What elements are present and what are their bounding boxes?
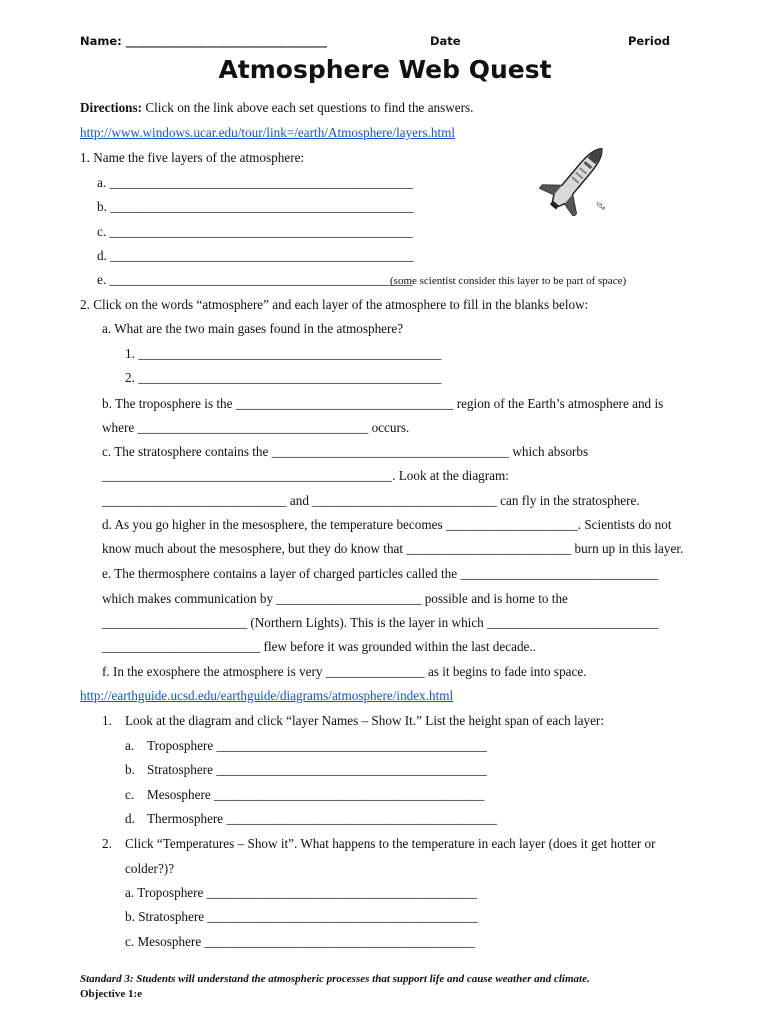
- objective-note: Objective 1:e: [80, 988, 142, 1000]
- q2-b-line2: where ___________________________________ occurs.: [102, 420, 410, 435]
- name-field-label: Name: ___________________________________: [80, 34, 328, 48]
- q1-e-note: (some scientist consider this layer to be part of space): [390, 275, 627, 287]
- p2-q2-text: Click “Temperatures – Show it”. What happens to the temperature in each layer (does it get hotter or: [125, 836, 656, 851]
- layers-link[interactable]: http://www.windows.ucar.edu/tour/link=/earth/Atmosphere/layers.html: [80, 125, 456, 140]
- q2-a2-answer[interactable]: 2. ______________________________________________: [125, 370, 442, 385]
- q2-text: 2. Click on the words “atmosphere” and each layer of the atmosphere to fill in the blanks below:: [80, 297, 589, 312]
- directions-label: Directions:: [80, 100, 143, 115]
- q2-c-line3: ____________________________ and ____________________________ can fly in the stratosphere.: [102, 493, 640, 508]
- q1-answer-e[interactable]: e. ______________________________________________: [97, 272, 413, 287]
- p2-thermosphere-answer[interactable]: Thermosphere _________________________________________: [147, 811, 497, 826]
- p2-temp-mesosphere[interactable]: c. Mesosphere _________________________________________: [125, 934, 475, 949]
- q2-a-text: a. What are the two main gases found in the atmosphere?: [102, 321, 404, 336]
- q2-c-line1: c. The stratosphere contains the ____________________________________ which absorbs: [102, 444, 589, 459]
- p2-c-letter: c.: [125, 787, 135, 802]
- q2-a1-answer[interactable]: 1. ______________________________________________: [125, 346, 442, 361]
- q2-e-line2: which makes communication by ______________________ possible and is home to the: [102, 591, 568, 606]
- q2-e-line3: ______________________ (Northern Lights). This is the layer in which __________________________: [102, 615, 659, 630]
- p2-a-letter: a.: [125, 738, 135, 753]
- p2-q1-number: 1.: [102, 713, 112, 728]
- p2-q2-number: 2.: [102, 836, 112, 851]
- p2-b-letter: b.: [125, 762, 135, 777]
- p2-troposphere-answer[interactable]: Troposphere _________________________________________: [147, 738, 487, 753]
- q1-answer-d[interactable]: d. ______________________________________________: [97, 248, 414, 263]
- period-label: Period: [628, 34, 670, 48]
- p2-q2-text-cont: colder?)?: [125, 861, 175, 876]
- p2-stratosphere-answer[interactable]: Stratosphere _________________________________________: [147, 762, 487, 777]
- p2-d-letter: d.: [125, 811, 135, 826]
- q2-f-line1: f. In the exosphere the atmosphere is very _______________ as it begins to fade into space.: [102, 664, 587, 679]
- p2-mesosphere-answer[interactable]: Mesosphere _________________________________________: [147, 787, 485, 802]
- standard-note: Standard 3: Students will understand the atmospheric processes that support life and cause weather and climate.: [80, 973, 590, 985]
- q1-text: 1. Name the five layers of the atmosphere:: [80, 150, 305, 165]
- directions: [80, 100, 473, 116]
- q1-answer-b[interactable]: b. ______________________________________________: [97, 199, 414, 214]
- q2-c-line2: ____________________________________________. Look at the diagram:: [102, 468, 509, 483]
- q1-answer-c[interactable]: c. ______________________________________________: [97, 224, 413, 239]
- p2-temp-stratosphere[interactable]: b. Stratosphere _________________________________________: [125, 909, 478, 924]
- q1-answer-a[interactable]: a. ______________________________________________: [97, 175, 413, 190]
- q2-d-line2: know much about the mesosphere, but they do know that _________________________ burn up in this layer.: [102, 541, 684, 556]
- p2-q1-text: Look at the diagram and click “layer Names – Show It.” List the height span of each layer:: [125, 713, 604, 728]
- page-title: Atmosphere Web Quest: [218, 55, 552, 84]
- earthguide-link[interactable]: http://earthguide.ucsd.edu/earthguide/diagrams/atmosphere/index.html: [80, 688, 454, 703]
- shuttle-label: USA: [594, 200, 607, 213]
- directions-text: Click on the link above each set questions to find the answers.: [145, 100, 474, 115]
- q2-d-line1: d. As you go higher in the mesosphere, the temperature becomes ____________________. Scientists do not: [102, 517, 672, 532]
- q2-e-line4: ________________________ flew before it was grounded within the last decade..: [102, 639, 536, 654]
- p2-temp-troposphere[interactable]: a. Troposphere _________________________________________: [125, 885, 478, 900]
- date-label: Date: [430, 34, 461, 48]
- space-shuttle-icon: [538, 138, 618, 216]
- q2-e-line1: e. The thermosphere contains a layer of charged particles called the ______________________________: [102, 566, 659, 581]
- q2-b-line1: b. The troposphere is the _________________________________ region of the Earth’s atmosphere and is: [102, 396, 664, 411]
